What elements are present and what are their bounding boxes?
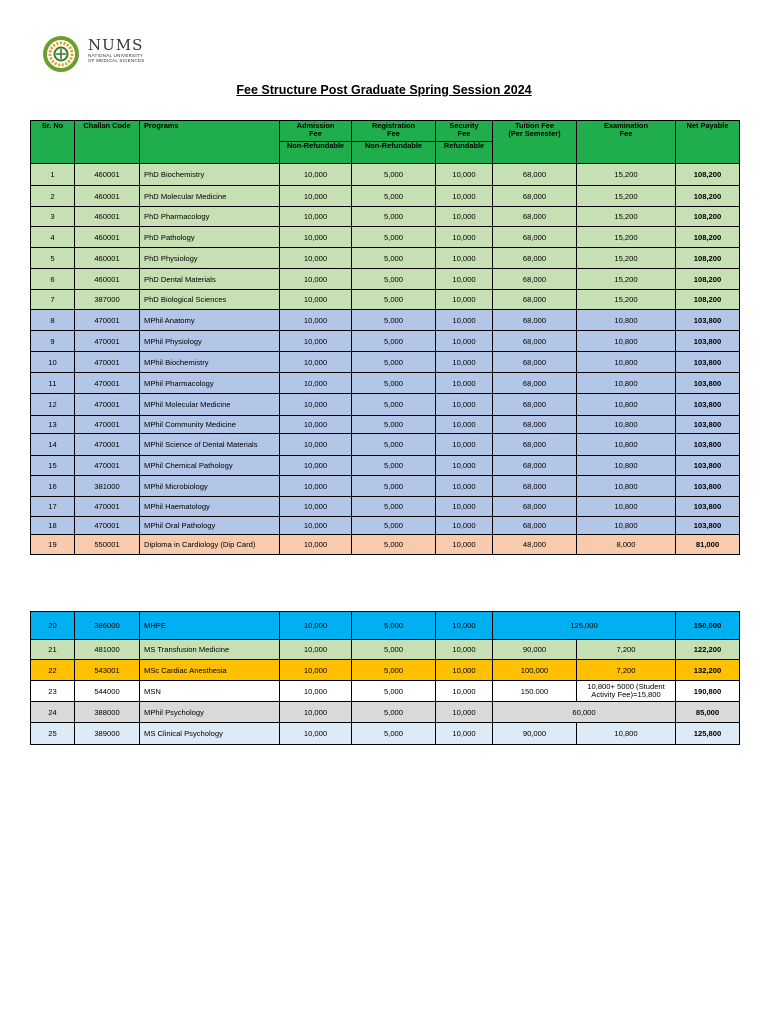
cell-tuition: 68,000: [493, 186, 577, 207]
cell-exam: 15,200: [577, 186, 676, 207]
cell-admission: 10,000: [280, 186, 352, 207]
cell-code: 386000: [75, 612, 140, 640]
cell-net: 103,800: [676, 331, 740, 352]
table-row: [31, 434, 740, 456]
cell-security: 10,000: [436, 290, 493, 310]
header-admission-fee: Admission Fee: [280, 121, 352, 142]
cell-registration: 5,000: [352, 681, 436, 702]
cell-program: MPhil Molecular Medicine: [140, 394, 280, 416]
cell-registration: 5,000: [352, 269, 436, 290]
cell-registration: 5,000: [352, 702, 436, 723]
table-row: [31, 331, 740, 352]
cell-sr: 14: [31, 434, 75, 456]
cell-program: MPhil Physiology: [140, 331, 280, 352]
cell-registration: 5,000: [352, 434, 436, 456]
cell-admission: 10,000: [280, 227, 352, 248]
cell-exam: 7,200: [577, 640, 676, 660]
cell-code: 544000: [75, 681, 140, 702]
cell-tuition: 68,000: [493, 517, 577, 535]
cell-code: 470001: [75, 331, 140, 352]
cell-program: MSN: [140, 681, 280, 702]
cell-program: MHPE: [140, 612, 280, 640]
cell-admission: 10,000: [280, 660, 352, 681]
cell-exam: 10,800: [577, 310, 676, 331]
cell-exam: 10,800: [577, 331, 676, 352]
cell-code: 481000: [75, 640, 140, 660]
cell-tuition: 100,000: [493, 660, 577, 681]
cell-code: 550001: [75, 535, 140, 555]
cell-net: 108,200: [676, 227, 740, 248]
cell-security: 10,000: [436, 476, 493, 497]
cell-admission: 10,000: [280, 290, 352, 310]
cell-tuition: 150.000: [493, 681, 577, 702]
cell-sr: 8: [31, 310, 75, 331]
table-row: [31, 723, 740, 745]
table-row: [31, 248, 740, 269]
cell-admission: 10,000: [280, 352, 352, 373]
cell-registration: 5,000: [352, 476, 436, 497]
cell-security: 10,000: [436, 164, 493, 186]
cell-registration: 5,000: [352, 186, 436, 207]
cell-security: 10,000: [436, 497, 493, 517]
cell-net: 108,200: [676, 269, 740, 290]
header-admission-sub: Non-Refundable: [280, 142, 352, 164]
cell-net: 103,800: [676, 476, 740, 497]
cell-tuition: 68,000: [493, 497, 577, 517]
cell-code: 388000: [75, 702, 140, 723]
cell-registration: 5,000: [352, 373, 436, 394]
table-row: [31, 612, 740, 640]
cell-registration: 5,000: [352, 517, 436, 535]
cell-net: 132,200: [676, 660, 740, 681]
cell-security: 10,000: [436, 723, 493, 745]
cell-program: PhD Biochemistry: [140, 164, 280, 186]
cell-sr: 11: [31, 373, 75, 394]
cell-program: MS Transfusion Medicine: [140, 640, 280, 660]
cell-exam: 15,200: [577, 164, 676, 186]
cell-security: 10,000: [436, 373, 493, 394]
cell-security: 10,000: [436, 186, 493, 207]
cell-exam: 15,200: [577, 248, 676, 269]
cell-security: 10,000: [436, 331, 493, 352]
table-row: [31, 535, 740, 555]
cell-program: PhD Biological Sciences: [140, 290, 280, 310]
cell-code: 460001: [75, 269, 140, 290]
cell-sr: 3: [31, 207, 75, 227]
cell-program: PhD Dental Materials: [140, 269, 280, 290]
cell-admission: 10,000: [280, 535, 352, 555]
cell-sr: 1: [31, 164, 75, 186]
table-row: [31, 476, 740, 497]
cell-registration: 5,000: [352, 723, 436, 745]
cell-sr: 9: [31, 331, 75, 352]
cell-registration: 5,000: [352, 416, 436, 434]
cell-registration: 5,000: [352, 394, 436, 416]
cell-registration: 5,000: [352, 352, 436, 373]
cell-sr: 7: [31, 290, 75, 310]
table-row: [31, 394, 740, 416]
cell-admission: 10,000: [280, 373, 352, 394]
cell-security: 10,000: [436, 416, 493, 434]
cell-exam: 15,200: [577, 207, 676, 227]
cell-net: 103,800: [676, 456, 740, 476]
cell-sr: 13: [31, 416, 75, 434]
cell-admission: 10,000: [280, 434, 352, 456]
cell-sr: 24: [31, 702, 75, 723]
header-registration-fee: Registration Fee: [352, 121, 436, 142]
logo-subtitle-2: OF MEDICAL SCIENCES: [88, 58, 145, 64]
cell-tuition: 68,000: [493, 456, 577, 476]
table-row: [31, 186, 740, 207]
table-row: [31, 310, 740, 331]
cell-admission: 10,000: [280, 207, 352, 227]
cell-registration: 5,000: [352, 612, 436, 640]
cell-net: 103,800: [676, 373, 740, 394]
cell-sr: 21: [31, 640, 75, 660]
table-row: [31, 352, 740, 373]
cell-net: 125,800: [676, 723, 740, 745]
cell-tuition: 68,000: [493, 434, 577, 456]
cell-program: MPhil Community Medicine: [140, 416, 280, 434]
cell-tuition: 90,000: [493, 640, 577, 660]
logo-name: NUMS: [88, 36, 144, 54]
cell-net: 103,800: [676, 497, 740, 517]
cell-code: 460001: [75, 248, 140, 269]
cell-admission: 10,000: [280, 164, 352, 186]
cell-code: 381000: [75, 476, 140, 497]
fee-table-special: [30, 611, 740, 745]
cell-code: 470001: [75, 456, 140, 476]
table-row: [31, 227, 740, 248]
cell-exam: 15,200: [577, 269, 676, 290]
cell-security: 10,000: [436, 456, 493, 476]
cell-tuition: 90,000: [493, 723, 577, 745]
cell-net: 150,000: [676, 612, 740, 640]
cell-admission: 10,000: [280, 640, 352, 660]
cell-sr: 19: [31, 535, 75, 555]
cell-tuition: 68,000: [493, 269, 577, 290]
cell-net: 190,800: [676, 681, 740, 702]
cell-tuition: 68,000: [493, 310, 577, 331]
cell-registration: 5,000: [352, 290, 436, 310]
cell-admission: 10,000: [280, 416, 352, 434]
cell-registration: 5,000: [352, 660, 436, 681]
cell-program: PhD Physiology: [140, 248, 280, 269]
header-programs: Programs: [140, 121, 280, 164]
cell-admission: 10,000: [280, 310, 352, 331]
table-row: [31, 456, 740, 476]
cell-security: 10,000: [436, 269, 493, 290]
cell-exam: 10,800: [577, 352, 676, 373]
cell-exam: 10,800: [577, 497, 676, 517]
cell-net: 103,800: [676, 416, 740, 434]
cell-tuition: 68,000: [493, 331, 577, 352]
cell-code: 470001: [75, 394, 140, 416]
cell-sr: 22: [31, 660, 75, 681]
table-row: [31, 373, 740, 394]
cell-security: 10,000: [436, 434, 493, 456]
cell-exam: 10,800: [577, 373, 676, 394]
cell-exam: 10,800: [577, 517, 676, 535]
cell-registration: 5,000: [352, 497, 436, 517]
cell-exam: 7,200: [577, 660, 676, 681]
cell-tuition: 68,000: [493, 476, 577, 497]
cell-admission: 10,000: [280, 612, 352, 640]
cell-sr: 16: [31, 476, 75, 497]
cell-code: 460001: [75, 186, 140, 207]
cell-net: 81,000: [676, 535, 740, 555]
cell-code: 470001: [75, 497, 140, 517]
cell-program: MSc Cardiac Anesthesia: [140, 660, 280, 681]
cell-program: MPhil Oral Pathology: [140, 517, 280, 535]
table-row: [31, 517, 740, 535]
cell-tuition: 68,000: [493, 164, 577, 186]
cell-security: 10,000: [436, 517, 493, 535]
table-row: [31, 416, 740, 434]
cell-net: 103,800: [676, 517, 740, 535]
cell-code: 460001: [75, 227, 140, 248]
header-net-payable: Net Payable: [676, 121, 740, 164]
header-sr-no: Sr. No: [31, 121, 75, 164]
cell-code: 460001: [75, 164, 140, 186]
cell-registration: 5,000: [352, 248, 436, 269]
fee-table-main: [30, 120, 740, 555]
table-row: [31, 269, 740, 290]
cell-sr: 5: [31, 248, 75, 269]
cell-sr: 25: [31, 723, 75, 745]
cell-program: Diploma in Cardiology (Dip Card): [140, 535, 280, 555]
logo-subtitle-1: NATIONAL UNIVERSITY: [88, 53, 144, 58]
cell-exam: 10,800: [577, 416, 676, 434]
cell-exam: 10,800: [577, 476, 676, 497]
cell-exam: 10,800: [577, 456, 676, 476]
table-row: [31, 207, 740, 227]
cell-sr: 4: [31, 227, 75, 248]
table-row: [31, 497, 740, 517]
cell-exam: 10,800+ 5000 (Student Activity Fee)=15,800: [577, 681, 676, 702]
header-security-sub: Refundable: [436, 142, 493, 164]
cell-sr: 17: [31, 497, 75, 517]
cell-program: MPhil Science of Dental Materials: [140, 434, 280, 456]
header-security-fee: Security Fee: [436, 121, 493, 142]
cell-security: 10,000: [436, 248, 493, 269]
cell-exam: 15,200: [577, 227, 676, 248]
cell-security: 10,000: [436, 681, 493, 702]
cell-code: 460001: [75, 207, 140, 227]
cell-tuition: 68,000: [493, 416, 577, 434]
cell-net: 103,800: [676, 394, 740, 416]
cell-program: MPhil Biochemistry: [140, 352, 280, 373]
cell-admission: 10,000: [280, 248, 352, 269]
cell-program: MS Clinical Psychology: [140, 723, 280, 745]
cell-code: 470001: [75, 416, 140, 434]
cell-security: 10,000: [436, 227, 493, 248]
cell-sr: 18: [31, 517, 75, 535]
cell-sr: 10: [31, 352, 75, 373]
cell-program: PhD Pathology: [140, 227, 280, 248]
page-title: Fee Structure Post Graduate Spring Session 2024: [236, 83, 532, 97]
cell-program: PhD Pharmacology: [140, 207, 280, 227]
table-row: [31, 702, 740, 723]
cell-security: 10,000: [436, 612, 493, 640]
cell-tuition-exam: 125,000: [493, 612, 676, 640]
cell-code: 387000: [75, 290, 140, 310]
cell-exam: 10,800: [577, 723, 676, 745]
table-row: [31, 640, 740, 660]
cell-net: 103,800: [676, 434, 740, 456]
cell-code: 470001: [75, 517, 140, 535]
table-row: [31, 164, 740, 186]
cell-program: MPhil Haematology: [140, 497, 280, 517]
cell-net: 103,800: [676, 352, 740, 373]
cell-code: 543001: [75, 660, 140, 681]
header-challan-code: Challan Code: [75, 121, 140, 164]
cell-program: MPhil Microbiology: [140, 476, 280, 497]
cell-code: 470001: [75, 434, 140, 456]
cell-registration: 5,000: [352, 164, 436, 186]
cell-code: 470001: [75, 373, 140, 394]
cell-exam: 8,000: [577, 535, 676, 555]
table-row: [31, 681, 740, 702]
cell-net: 103,800: [676, 310, 740, 331]
cell-admission: 10,000: [280, 702, 352, 723]
cell-net: 85,000: [676, 702, 740, 723]
cell-registration: 5,000: [352, 310, 436, 331]
cell-sr: 23: [31, 681, 75, 702]
cell-registration: 5,000: [352, 456, 436, 476]
cell-admission: 10,000: [280, 394, 352, 416]
cell-security: 10,000: [436, 207, 493, 227]
cell-admission: 10,000: [280, 723, 352, 745]
cell-tuition: 68,000: [493, 248, 577, 269]
cell-exam: 10,800: [577, 434, 676, 456]
cell-program: PhD Molecular Medicine: [140, 186, 280, 207]
cell-sr: 20: [31, 612, 75, 640]
cell-security: 10,000: [436, 660, 493, 681]
cell-admission: 10,000: [280, 497, 352, 517]
cell-tuition: 68,000: [493, 227, 577, 248]
cell-sr: 15: [31, 456, 75, 476]
cell-admission: 10,000: [280, 269, 352, 290]
cell-code: 389000: [75, 723, 140, 745]
logo-wordmark: [88, 37, 144, 64]
cell-net: 108,200: [676, 207, 740, 227]
cell-admission: 10,000: [280, 517, 352, 535]
cell-program: MPhil Psychology: [140, 702, 280, 723]
cell-tuition-exam: 60,000: [493, 702, 676, 723]
cell-tuition: 68,000: [493, 290, 577, 310]
cell-net: 108,200: [676, 186, 740, 207]
cell-tuition: 68,000: [493, 207, 577, 227]
cell-security: 10,000: [436, 535, 493, 555]
header-registration-sub: Non-Refundable: [352, 142, 436, 164]
cell-tuition: 68,000: [493, 373, 577, 394]
table-row: [31, 290, 740, 310]
cell-code: 470001: [75, 352, 140, 373]
header-tuition-fee: Tuition Fee (Per Semester): [493, 121, 577, 164]
cell-security: 10,000: [436, 702, 493, 723]
cell-tuition: 68,000: [493, 352, 577, 373]
cell-exam: 15,200: [577, 290, 676, 310]
cell-registration: 5,000: [352, 207, 436, 227]
cell-tuition: 48,000: [493, 535, 577, 555]
cell-security: 10,000: [436, 640, 493, 660]
cell-program: MPhil Pharmacology: [140, 373, 280, 394]
cell-admission: 10,000: [280, 456, 352, 476]
cell-sr: 12: [31, 394, 75, 416]
cell-program: MPhil Chemical Pathology: [140, 456, 280, 476]
cell-tuition: 68,000: [493, 394, 577, 416]
table-row: [31, 660, 740, 681]
cell-program: MPhil Anatomy: [140, 310, 280, 331]
cell-net: 108,200: [676, 290, 740, 310]
cell-code: 470001: [75, 310, 140, 331]
cell-admission: 10,000: [280, 681, 352, 702]
cell-security: 10,000: [436, 394, 493, 416]
cell-registration: 5,000: [352, 331, 436, 352]
cell-admission: 10,000: [280, 331, 352, 352]
cell-sr: 6: [31, 269, 75, 290]
cell-net: 108,200: [676, 248, 740, 269]
cell-registration: 5,000: [352, 640, 436, 660]
cell-admission: 10,000: [280, 476, 352, 497]
cell-net: 108,200: [676, 164, 740, 186]
header-examination-fee: Examination Fee: [577, 121, 676, 164]
cell-security: 10,000: [436, 310, 493, 331]
cell-security: 10,000: [436, 352, 493, 373]
cell-sr: 2: [31, 186, 75, 207]
cell-registration: 5,000: [352, 227, 436, 248]
cell-exam: 10,800: [577, 394, 676, 416]
cell-registration: 5,000: [352, 535, 436, 555]
cell-net: 122,200: [676, 640, 740, 660]
